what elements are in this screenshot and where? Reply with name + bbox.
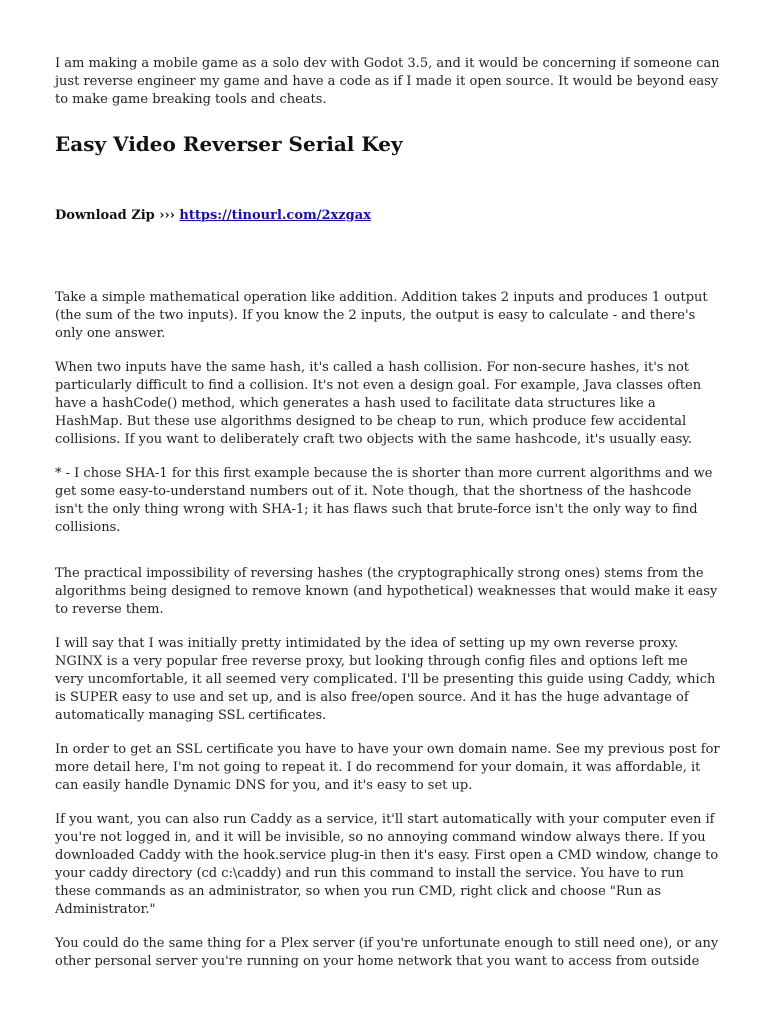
paragraph: In order to get an SSL certificate you have to have your own domain name. See my previous post for more detail here, I'm not going to repeat it. I do recommend for your domain, it was affordable, it can easily handle Dynamic DNS for you, and it's easy to set up.	[55, 742, 720, 793]
paragraph: I will say that I was initially pretty intimidated by the idea of setting up my own reverse proxy. NGINX is a very popular free reverse proxy, but looking through config files and options left me very uncomfortable, it all seemed very complicated. I'll be presenting this guide using Caddy, which is SUPER easy to use and set up, and is also free/open source. And it has the huge advantage of automatically managing SSL certificates.	[55, 636, 716, 723]
paragraph: You could do the same thing for a Plex server (if you're unfortunate enough to still need one), or any other personal server you're running on your home network that you want to access from outside	[55, 936, 719, 969]
page-title: Easy Video Reverser Serial Key	[55, 132, 403, 156]
download-line	[55, 207, 720, 225]
paragraph: When two inputs have the same hash, it's called a hash collision. For non-secure hashes, it's not particularly difficult to find a collision. It's not even a design goal. For example, Java classes often have a hashCode() method, which generates a hash used to facilitate data structures like a HashMap. But these use algorithms designed to be cheap to run, which produce few accidental collisions. If you want to deliberately craft two objects with the same hashcode, it's usually easy.	[55, 360, 702, 447]
paragraph: * - I chose SHA-1 for this first example because the is shorter than more current algorithms and we get some easy-to-understand numbers out of it. Note though, that the shortness of the hashcode isn't the only thing wrong with SHA-1; it has flaws such that brute-force isn't the only way to find collisions.	[55, 466, 713, 535]
paragraph: Take a simple mathematical operation like addition. Addition takes 2 inputs and produces 1 output (the sum of the two inputs). If you know the 2 inputs, the output is easy to calculate - and there's only one answer.	[55, 290, 708, 341]
download-label: Download Zip ›››	[55, 208, 175, 223]
intro-paragraph: I am making a mobile game as a solo dev with Godot 3.5, and it would be concerning if someone can just reverse engineer my game and have a code as if I made it open source. It would be beyond easy to make game breaking tools and cheats.	[55, 56, 720, 107]
paragraph: If you want, you can also run Caddy as a service, it'll start automatically with your computer even if you're not logged in, and it will be invisible, so no annoying command window always there. If you downloaded Caddy with the hook.service plug-in then it's easy. First open a CMD window, change to your caddy directory (cd c:\caddy) and run this command to install the service. You have to run these commands as an administrator, so when you run CMD, right click and choose "Run as Administrator."	[55, 812, 719, 917]
download-link[interactable]: https://tinourl.com/2xzgax	[179, 208, 371, 223]
paragraph: The practical impossibility of reversing hashes (the cryptographically strong ones) stems from the algorithms being designed to remove known (and hypothetical) weaknesses that would make it easy to reverse them.	[55, 566, 718, 617]
document-page	[55, 55, 720, 971]
